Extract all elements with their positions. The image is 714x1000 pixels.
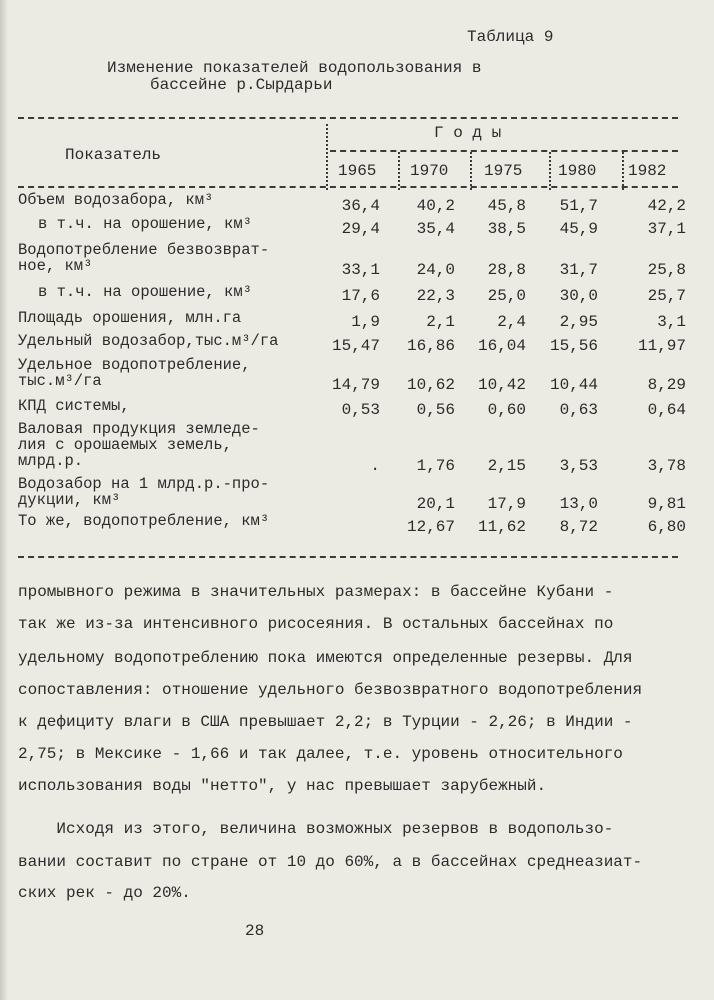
header-separator-2 (398, 152, 400, 190)
indicator-column-header: Показатель (65, 146, 162, 164)
table-cell: 20,1 (416, 495, 455, 513)
page-spine-shadow (0, 0, 8, 1000)
row-label: в т.ч. на орошение, км³ (38, 215, 252, 233)
table-cell: 40,2 (416, 197, 455, 215)
table-cell: 2,4 (497, 313, 526, 331)
years-header-rule (330, 150, 678, 152)
table-top-rule (18, 117, 678, 119)
table-cell: 30,0 (559, 287, 598, 305)
table-cell: 16,04 (477, 337, 526, 355)
table-cell: 10,62 (406, 376, 455, 394)
table-cell: 35,4 (416, 220, 455, 238)
table-cell: 0,60 (487, 401, 526, 419)
row-label: То же, водопотребление, км³ (18, 512, 270, 530)
row-label: ное, км³ (18, 257, 93, 275)
table-cell: 45,9 (559, 220, 598, 238)
row-label: тыс.м³/га (18, 372, 102, 390)
table-cell: 24,0 (416, 261, 455, 279)
table-cell: 33,1 (341, 261, 380, 279)
body-text-line: вании составит по стране от 10 до 60%, а в бассейнах среднеазиат- (18, 853, 643, 871)
year-header-1980: 1980 (558, 162, 597, 180)
table-cell: 16,86 (406, 337, 455, 355)
header-separator-3 (470, 152, 472, 190)
table-label: Таблица 9 (467, 28, 554, 46)
table-cell: 14,79 (331, 376, 380, 394)
table-cell: 13,0 (559, 495, 598, 513)
table-cell: 9,81 (647, 495, 686, 513)
year-header-1982: 1982 (628, 162, 667, 180)
table-cell: 0,64 (647, 401, 686, 419)
table-bottom-rule (18, 556, 678, 558)
row-label: млрд.р. (18, 452, 84, 470)
table-cell: 1,9 (351, 313, 380, 331)
table-cell: 31,7 (559, 261, 598, 279)
table-cell: 0,63 (559, 401, 598, 419)
row-label: Объем водозабора, км³ (18, 191, 214, 209)
table-cell: 17,6 (341, 287, 380, 305)
table-caption-line-2: бассейне р.Сырдарьи (150, 76, 333, 94)
table-cell: 2,15 (487, 457, 526, 475)
table-cell: 22,3 (416, 287, 455, 305)
body-text-line: к дефициту влаги в США превышает 2,2; в Турции - 2,26; в Индии - (18, 713, 633, 731)
table-cell: 0,53 (341, 401, 380, 419)
table-cell: 42,2 (647, 197, 686, 215)
table-caption-line-1: Изменение показателей водопользования в (107, 59, 482, 77)
table-cell: 12,67 (406, 518, 455, 536)
table-header-rule (18, 186, 678, 188)
row-label: Валовая продукция земледе- (18, 420, 260, 438)
year-header-1975: 1975 (484, 162, 523, 180)
body-text-line: 2,75; в Мексике - 1,66 и так далее, т.е. уровень относительного (18, 745, 623, 763)
table-cell: 51,7 (559, 197, 598, 215)
body-text-line: промывного режима в значительных размерах: в бассейне Кубани - (18, 583, 614, 601)
table-cell: 1,76 (416, 457, 455, 475)
table-cell: 10,44 (549, 376, 598, 394)
table-cell: 15,47 (331, 337, 380, 355)
years-group-header: Г о д ы (434, 124, 502, 142)
body-text-line: удельному водопотреблению пока имеются определенные резервы. Для (18, 649, 633, 667)
body-text-line: сопоставления: отношение удельного безвозвратного водопотребления (18, 681, 643, 699)
table-cell: 10,42 (477, 376, 526, 394)
table-cell: 3,53 (559, 457, 598, 475)
table-cell: 17,9 (487, 495, 526, 513)
header-separator-1 (326, 124, 328, 190)
table-cell: 29,4 (341, 220, 380, 238)
table-cell: 8,29 (647, 376, 686, 394)
table-cell: 8,72 (559, 518, 598, 536)
table-cell: 11,62 (477, 518, 526, 536)
row-label: Удельное водопотребление, (18, 356, 251, 374)
row-label: лия с орошаемых земель, (18, 436, 232, 454)
body-text-line: использования воды "нетто", у нас превышает зарубежный. (18, 777, 547, 795)
header-separator-5 (622, 152, 624, 190)
header-separator-4 (549, 152, 551, 190)
row-label: Площадь орошения, млн.га (18, 309, 242, 327)
table-cell: 0,56 (416, 401, 455, 419)
year-header-1970: 1970 (410, 162, 449, 180)
table-cell: . (370, 457, 380, 475)
table-cell: 28,8 (487, 261, 526, 279)
table-cell: 37,1 (647, 220, 686, 238)
table-cell: 38,5 (487, 220, 526, 238)
row-label: дукции, км³ (18, 491, 121, 509)
row-label: в т.ч. на орошение, км³ (38, 283, 252, 301)
body-text-line: Исходя из этого, величина возможных резервов в водопользо- (18, 820, 614, 838)
row-label: Водопотребление безвозврат- (18, 241, 270, 259)
row-label: Удельный водозабор,тыс.м³/га (18, 332, 279, 350)
table-cell: 3,78 (647, 457, 686, 475)
table-cell: 45,8 (487, 197, 526, 215)
body-text-line: ских рек - до 20%. (18, 884, 191, 902)
table-cell: 11,97 (637, 337, 686, 355)
row-label: Водозабор на 1 млрд.р.-про- (18, 475, 270, 493)
body-text-line: так же из-за интенсивного рисосеяния. В остальных бассейнах по (18, 615, 614, 633)
table-cell: 2,1 (426, 313, 455, 331)
table-cell: 15,56 (549, 337, 598, 355)
table-cell: 25,8 (647, 261, 686, 279)
table-cell: 25,7 (647, 287, 686, 305)
table-cell: 25,0 (487, 287, 526, 305)
table-cell: 2,95 (559, 313, 598, 331)
page-number: 28 (245, 922, 265, 940)
table-cell: 36,4 (341, 197, 380, 215)
table-cell: 6,80 (647, 518, 686, 536)
year-header-1965: 1965 (338, 162, 377, 180)
table-cell: 3,1 (657, 313, 686, 331)
row-label: КПД системы, (18, 397, 130, 415)
